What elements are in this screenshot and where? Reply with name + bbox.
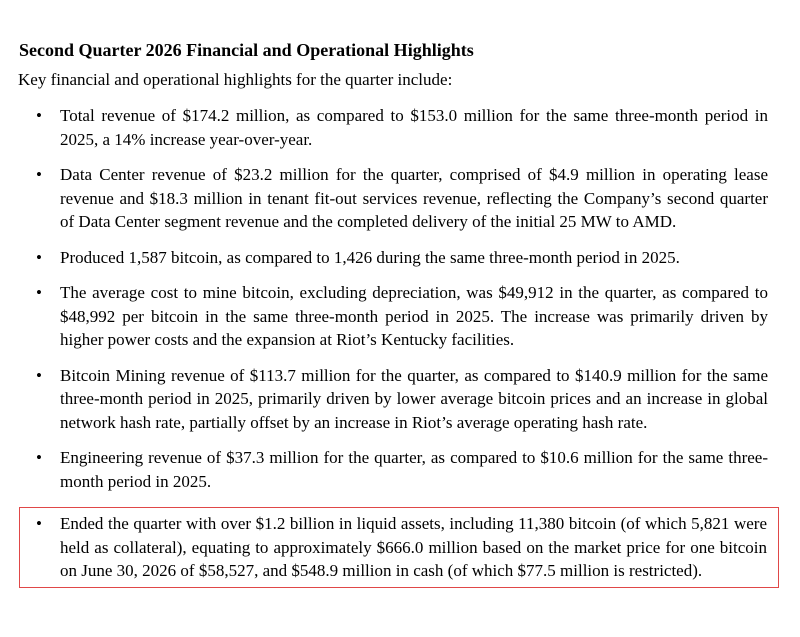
highlight-liquid-assets	[19, 507, 779, 588]
bullet-icon: •	[36, 247, 42, 267]
highlight-text: Bitcoin Mining revenue of $113.7 million for the quarter, as compared to $140.9 million for the same three-month period in 2025, primarily driven by lower average bitcoin prices and an increase in global network hash rate, partially offset by an increase in Riot’s average operating hash rate.	[60, 365, 768, 432]
highlights-list	[0, 100, 800, 588]
section-intro: Key financial and operational highlights for the quarter include:	[18, 70, 453, 89]
highlight-engineering-revenue	[0, 442, 800, 501]
bullet-icon: •	[36, 106, 42, 125]
highlight-text: Ended the quarter with over $1.2 billion in liquid assets, including 11,380 bitcoin (of which 5,821 were held as collateral), equating to approximately $666.0 million based on the market price for one bitcoin on June 30, 2026 of $58,527, and $548.9 million in cash (of which $77.5 million is restricted).	[60, 514, 767, 580]
bullet-icon: •	[36, 514, 42, 533]
highlight-total-revenue	[0, 100, 800, 159]
highlight-mining-cost	[0, 277, 800, 360]
bullet-icon: •	[36, 448, 42, 467]
highlight-text: Engineering revenue of $37.3 million for the quarter, as compared to $10.6 million for the same three-month period in 2025.	[60, 448, 768, 491]
section-heading: Second Quarter 2026 Financial and Operational Highlights	[19, 40, 474, 60]
bullet-icon: •	[36, 283, 42, 302]
highlight-text: Total revenue of $174.2 million, as compared to $153.0 million for the same three-month period in 2025, a 14% increase year-over-year.	[60, 106, 768, 149]
highlight-text: Data Center revenue of $23.2 million for the quarter, comprised of $4.9 million in operating lease revenue and $18.3 million in tenant fit-out services revenue, reflecting the Company’s second quarter of Data Center segment revenue and the completed delivery of the initial 25 MW to AMD.	[60, 165, 768, 231]
bullet-icon: •	[36, 365, 42, 385]
bullet-icon: •	[36, 165, 42, 184]
highlight-text: Produced 1,587 bitcoin, as compared to 1,426 during the same three-month period in 2025.	[60, 247, 680, 267]
highlight-data-center-revenue	[0, 159, 800, 242]
highlight-mining-revenue	[0, 360, 800, 443]
highlight-text: The average cost to mine bitcoin, excluding depreciation, was $49,912 in the quarter, as compared to $48,992 per bitcoin in the same three-month period in 2025. The increase was primarily driven by higher power costs and the expansion at Riot’s Kentucky facilities.	[60, 283, 768, 349]
highlight-bitcoin-produced	[0, 242, 800, 278]
